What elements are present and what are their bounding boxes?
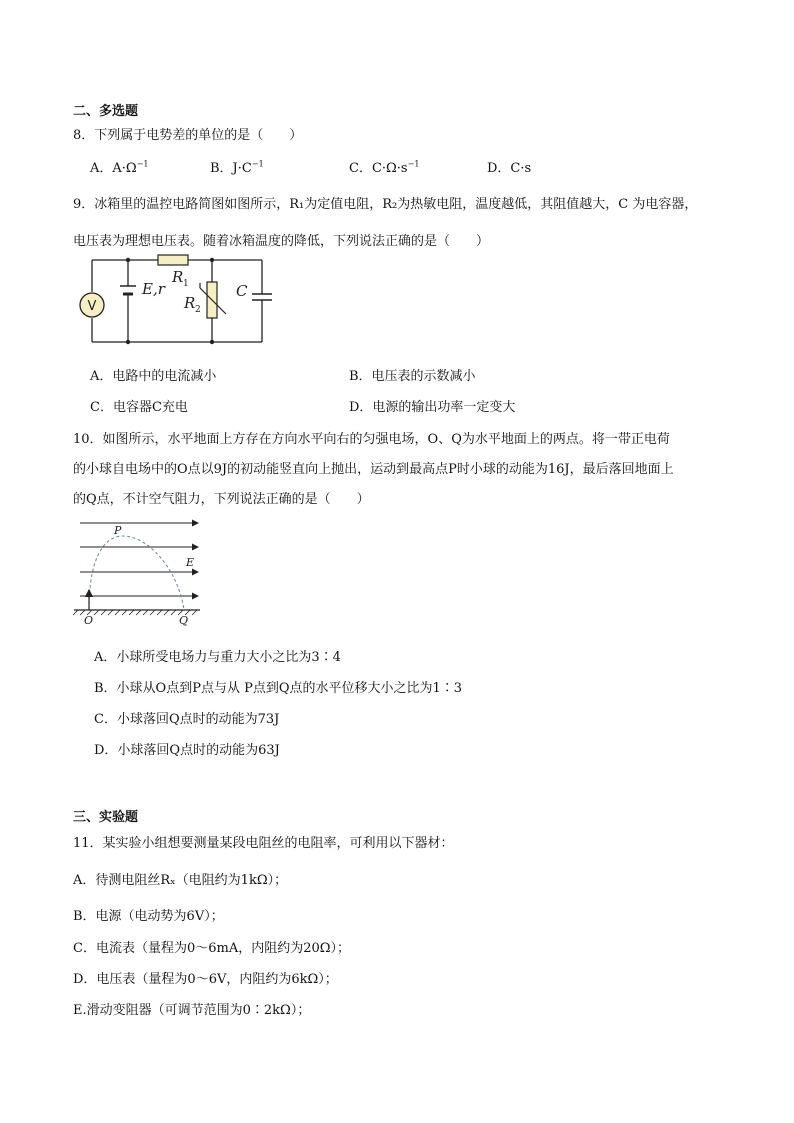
q8-option-c-sup: −1 [407, 159, 420, 169]
q8-option-a-text: A．A·Ω [90, 161, 137, 176]
q9-stem-line2: 电压表为理想电压表。随着冰箱温度的降低，下列说法正确的是（ ） [73, 234, 490, 249]
q8-option-b-text: B．J·C [210, 161, 252, 176]
r1-subscript: 1 [183, 279, 189, 289]
point-p-label: P [114, 524, 122, 537]
q9-stem-line1: 9．冰箱里的温控电路简图如图所示，R₁为定值电阻，R₂为热敏电阻，温度越低，其阻值越大，C 为电容器， [73, 197, 698, 212]
q8-option-c [349, 157, 419, 176]
q10-stem-line1: 10．如图所示，水平地面上方存在方向水平向右的匀强电场，O、Q为水平地面上的两点。将一带正电荷 [73, 432, 670, 447]
q8-option-b-sup: −1 [251, 159, 264, 169]
q9-option-c: C．电容器C充电 [90, 400, 188, 415]
q10-option-d: D．小球落回Q点时的动能为63J [94, 743, 280, 758]
q10-option-b: B．小球从O点到P点与从 P点到Q点的水平位移大小之比为1∶3 [94, 681, 463, 696]
field-lines [80, 523, 198, 596]
q9-option-d: D．电源的输出功率一定变大 [349, 400, 516, 415]
voltmeter-label: V [87, 299, 97, 314]
q9-option-b: B．电压表的示数减小 [349, 369, 476, 384]
point-q-label: Q [179, 614, 189, 626]
q8-option-d-text: D．C·s [487, 161, 532, 176]
q11-item-d: D．电压表（量程为0～6V，内阻约为6kΩ）； [73, 972, 338, 987]
q11-item-e: E.滑动变阻器（可调节范围为0∶2kΩ）； [73, 1003, 311, 1018]
q11-item-b: B．电源（电动势为6V）； [73, 909, 224, 924]
field-e-label: E [186, 556, 195, 569]
q11-item-c: C．电流表（量程为0～6mA，内阻约为20Ω）； [73, 941, 351, 956]
q8-option-b [210, 157, 264, 176]
q11-item-a: A．待测电阻丝Rₓ（电阻约为1kΩ）； [73, 873, 288, 888]
q10-stem-line2: 的小球自电场中的O点以9J的初动能竖直向上抛出，运动到最高点P时小球的动能为16J，最后落回地面上 [73, 462, 674, 477]
r2-label: R [184, 294, 196, 312]
q10-option-c: C．小球落回Q点时的动能为73J [94, 712, 280, 727]
source-label: E,r [142, 280, 165, 298]
q11-stem: 11．某实验小组想要测量某段电阻丝的电阻率，可利用以下器材： [73, 836, 454, 851]
q9-circuit-diagram [76, 252, 276, 347]
r1-label: R [172, 268, 184, 286]
q10-option-a: A．小球所受电场力与重力大小之比为3∶4 [94, 650, 341, 665]
q8-stem: 8．下列属于电势差的单位的是（ ） [73, 128, 303, 143]
point-o-label: O [84, 614, 94, 626]
q10-stem-line3: 的Q点，不计空气阻力，下列说法正确的是（ ） [73, 492, 370, 507]
resistor-r1 [158, 255, 188, 265]
r2-subscript: 2 [195, 305, 201, 315]
q10-field-diagram [66, 514, 206, 626]
q8-option-a-sup: −1 [136, 159, 149, 169]
section-heading-experiment: 三、实验题 [73, 810, 139, 825]
q8-option-c-text: C．C·Ω·s [349, 161, 408, 176]
q8-option-d [487, 157, 531, 176]
capacitor-label: C [236, 282, 248, 300]
q8-option-a [90, 157, 148, 176]
q9-option-a: A．电路中的电流减小 [90, 369, 217, 384]
section-heading-multi-choice: 二、多选题 [73, 104, 139, 119]
